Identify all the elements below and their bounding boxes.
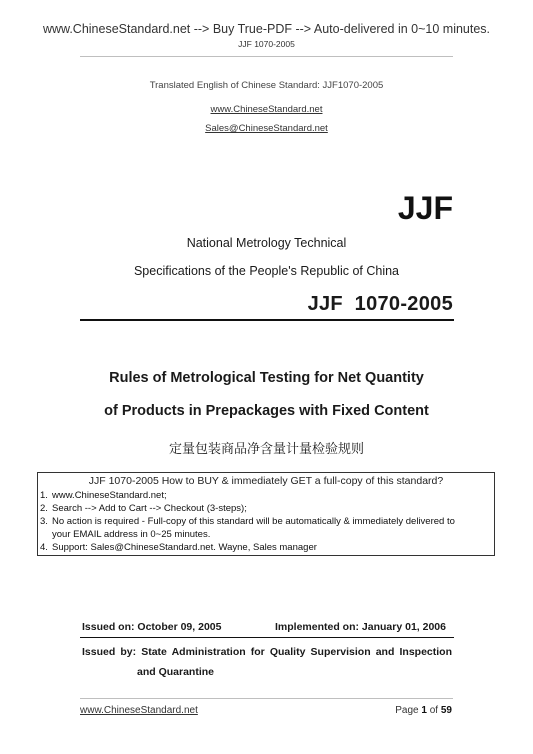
header-divider [80, 56, 453, 57]
purchase-step-number: 1. [40, 490, 48, 501]
issuer-line-1: Issued by: State Administration for Quality Supervision and Inspection [82, 646, 452, 658]
page-current: 1 [421, 705, 427, 716]
document-title-line-1: Rules of Metrological Testing for Net Quantity [109, 370, 424, 386]
purchase-step-text[interactable]: www.ChineseStandard.net; [52, 490, 167, 501]
purchase-step [40, 516, 455, 527]
email-link-row [0, 118, 533, 136]
purchase-step-number: 2. [40, 503, 48, 514]
purchase-step-number: 4. [40, 542, 48, 553]
issued-date: Issued on: October 09, 2005 [82, 621, 222, 633]
header-standard-code: JJF 1070-2005 [238, 39, 295, 49]
email-link[interactable]: Sales@ChineseStandard.net [205, 123, 328, 134]
purchase-step-text: No action is required - Full-copy of this standard will be automatically & immediately delivered to [52, 516, 455, 527]
purchase-step-number: 3. [40, 516, 48, 527]
jjf-logo-text: JJF [397, 190, 453, 226]
issuer-line-2: and Quarantine [137, 666, 215, 678]
purchase-step-text: Search --> Add to Cart --> Checkout (3-steps); [52, 503, 247, 514]
footer-divider [80, 698, 453, 699]
purchase-step [40, 529, 210, 540]
page-indicator [395, 705, 452, 716]
purchase-step-text: Support: Sales@ChineseStandard.net. Wayne, Sales manager [52, 542, 317, 553]
page-total: 59 [440, 705, 452, 716]
document-title-chinese: 定量包装商品净含量计量检验规则 [168, 441, 364, 456]
purchase-step [40, 503, 247, 514]
footer-website-link[interactable]: www.ChineseStandard.net [80, 705, 198, 716]
document-title-line-2: of Products in Prepackages with Fixed Content [104, 403, 429, 419]
page-prefix: Page [395, 705, 419, 716]
website-link[interactable]: www.ChineseStandard.net [210, 104, 323, 115]
header-banner: www.ChineseStandard.net --> Buy True-PDF --> Auto-delivered in 0~10 minutes. [42, 22, 491, 36]
purchase-step-text: your EMAIL address in 0~25 minutes. [52, 529, 211, 540]
implemented-date: Implemented on: January 01, 2006 [275, 621, 446, 633]
page-of: of [429, 705, 439, 716]
standard-number: JJF 1070-2005 [307, 293, 453, 315]
purchase-step [40, 542, 317, 553]
standard-number-rule [80, 319, 454, 321]
translated-note: Translated English of Chinese Standard: JJF1070-2005 [149, 80, 384, 91]
dates-rule [80, 637, 454, 638]
org-line-1: National Metrology Technical [186, 236, 347, 250]
org-line-2: Specifications of the People's Republic of China [133, 264, 400, 278]
purchase-box-heading: JJF 1070-2005 How to BUY & immediately GET a full-copy of this standard? [88, 475, 444, 487]
purchase-info-box [37, 472, 495, 556]
purchase-step [40, 490, 167, 501]
website-link-row [0, 99, 533, 117]
